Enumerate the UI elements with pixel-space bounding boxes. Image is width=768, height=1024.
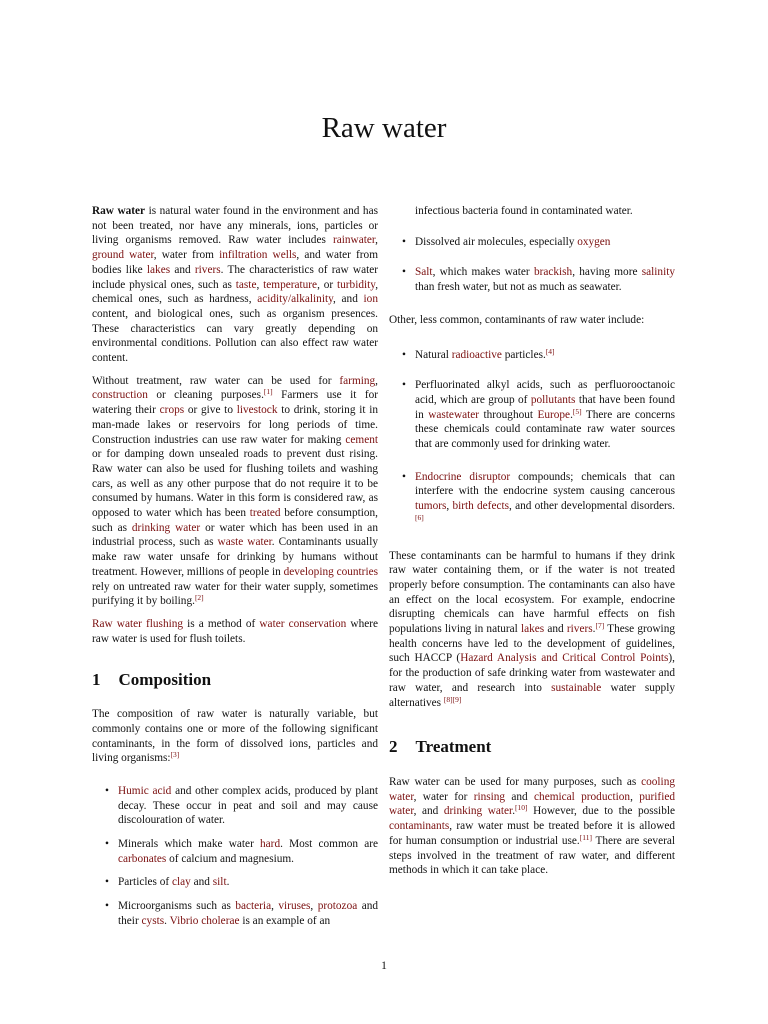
citation-4[interactable]: [4] bbox=[545, 346, 555, 356]
link-salt[interactable]: Salt bbox=[415, 266, 433, 279]
citation-2[interactable]: [2] bbox=[194, 593, 204, 603]
link-raw-water-flushing[interactable]: Raw water flushing bbox=[92, 617, 184, 630]
link-rinsing[interactable]: rinsing bbox=[473, 790, 506, 803]
link-drinking-water[interactable]: drinking water bbox=[131, 521, 201, 534]
link-birth-defects[interactable]: birth defects bbox=[452, 500, 510, 513]
link-wastewater[interactable]: wastewater bbox=[428, 408, 480, 421]
section-number: 2 bbox=[389, 737, 398, 757]
term-raw-water: Raw water bbox=[92, 205, 146, 217]
link-chemical-production[interactable]: chemical production bbox=[534, 790, 631, 803]
uses-paragraph: Without treatment, raw water can be used for farming, construction or cleaning purposes.[1] Farmers use it for watering their crops or give to livestock to drink, storing it in man-made lakes or reservoirs for long periods of time. Construction industries can use raw water for making cement or for damping down unsealed roads to prevent dust rising. Raw water can also be used for flushing toilets and washing cars, as well as any other purpose that do not require it to be consumed by humans. Water in this form is considered raw, as opposed to water which has been treated before consumption, such as drinking water or water which has been used in an industrial process, such as waste water. Contaminants usually make raw water unsafe for drinking by humans without treatment. However, millions of people in developing countries rely on untreated raw water for their water supply, sometimes purifying it by boiling.[2] bbox=[92, 374, 378, 608]
treatment-paragraph: Raw water can be used for many purposes, such as cooling water, water for rinsing and chemical production, purified water, and drinking water.[10] However, due to the possible contaminants, raw water must be treated before it is allowed for human consumption or industrial use.[11] There are several steps involved in the treatment of raw water, and different methods in which it can take place. bbox=[389, 775, 676, 877]
list-item: • Microorganisms such as bacteria, viruses, protozoa and their cysts. Vibrio cholerae is an example of an bbox=[103, 899, 378, 928]
link-clay[interactable]: clay bbox=[171, 876, 191, 889]
link-infiltration-wells[interactable]: infiltration wells bbox=[219, 249, 297, 262]
link-endocrine-disruptor[interactable]: Endocrine disruptor bbox=[415, 470, 511, 483]
composition-paragraph: The composition of raw water is naturally variable, but commonly contains one or more of the following significant contaminants, in the form of dissolved ions, particles and living organisms:[3] bbox=[92, 708, 378, 765]
list-item: • Minerals which make water hard. Most common are carbonates of calcium and magnesium. bbox=[103, 837, 378, 866]
citation-10[interactable]: [10] bbox=[515, 803, 528, 813]
list-item: • Particles of clay and silt. bbox=[103, 875, 378, 890]
link-rivers[interactable]: rivers bbox=[194, 263, 221, 276]
link-ground-water[interactable]: ground water bbox=[92, 249, 154, 262]
link-europe[interactable]: Europe bbox=[537, 408, 571, 421]
flushing-paragraph: Raw water flushing is a method of water conservation where raw water is used for flush toilets. bbox=[92, 617, 379, 645]
list-item-continuation: infectious bacteria found in contaminated water. bbox=[415, 205, 633, 217]
health-concerns-paragraph: These contaminants can be harmful to humans if they drink raw water containing them, or if the water is not treated properly before consumption. The contaminants can also have an effect on the local ecosystem. For example, endocrine disrupting chemicals can have harmful effects on fish populations living in natural lakes and rivers.[7] These growing health concerns have led to the development of guidelines, such HACCP (Hazard Analysis and Critical Control Points), for the production of safe drinking water from wastewater and raw water, and research into sustainable water supply alternatives [8][9] bbox=[389, 549, 675, 709]
section-title: Composition bbox=[118, 670, 212, 690]
link-brackish[interactable]: brackish bbox=[533, 266, 573, 279]
link-waste-water[interactable]: waste water bbox=[217, 536, 272, 549]
list-item: • Endocrine disruptor compounds; chemicals that can interfere with the endocrine system causing cancerous tumors, birth defects, and other developmental disorders.[6] bbox=[400, 470, 675, 529]
link-pollutants[interactable]: pollutants bbox=[530, 393, 576, 406]
citation-5[interactable]: [5] bbox=[572, 406, 582, 416]
link-purified-water[interactable]: purified water bbox=[389, 790, 675, 818]
link-oxygen[interactable]: oxygen bbox=[577, 235, 611, 248]
section-title: Treatment bbox=[415, 737, 492, 757]
list-item: • Salt, which makes water brackish, having more salinity than fresh water, but not as much as seawater. bbox=[400, 265, 675, 294]
citation-8[interactable]: [8] bbox=[443, 694, 453, 704]
left-column bbox=[92, 204, 378, 929]
link-lakes-2[interactable]: lakes bbox=[520, 623, 545, 636]
link-sustainable[interactable]: sustainable bbox=[551, 681, 602, 694]
list-item: • Perfluorinated alkyl acids, such as perfluorooctanoic acid, which are group of pollutants that have been found in wastewater throughout Europe.[5] There are concerns these chemicals could contaminate raw water sources that are commonly used for drinking water. bbox=[400, 378, 675, 452]
link-drinking-water-2[interactable]: drinking water bbox=[443, 805, 513, 818]
intro-paragraph: Raw water is natural water found in the environment and has not been treated, nor have any minerals, ions, particles or living organisms removed. Raw water includes rainwater, ground water, water from infiltration wells, and water from bodies like lakes and rivers. The characteristics of raw water include physical ones, such as taste, temperature, or turbidity, chemical ones, such as hardness, acidity/alkalinity, and ion content, and biological ones, such as organism presences. These characteristics can vary greatly depending on environmental conditions. Pollution can also effect raw water content. bbox=[92, 205, 379, 365]
less-common-contaminant-list bbox=[389, 348, 675, 529]
list-item: • Dissolved air molecules, especially oxygen bbox=[400, 235, 675, 250]
section-heading-composition bbox=[92, 670, 378, 690]
link-rainwater[interactable]: rainwater bbox=[332, 234, 376, 247]
contaminant-list-continued bbox=[389, 235, 675, 295]
section-number: 1 bbox=[92, 670, 101, 690]
link-livestock[interactable]: livestock bbox=[236, 404, 278, 417]
section-heading-treatment bbox=[389, 737, 675, 757]
link-developing-countries[interactable]: developing countries bbox=[283, 565, 378, 578]
link-carbonates[interactable]: carbonates bbox=[118, 852, 167, 865]
link-crops[interactable]: crops bbox=[159, 404, 185, 417]
citation-3[interactable]: [3] bbox=[170, 750, 180, 760]
link-temperature[interactable]: temperature bbox=[263, 278, 318, 291]
link-salinity[interactable]: salinity bbox=[641, 266, 675, 279]
citation-11[interactable]: [11] bbox=[579, 832, 592, 842]
link-hard[interactable]: hard bbox=[260, 838, 281, 851]
citation-9[interactable]: [9] bbox=[452, 694, 462, 704]
link-treated[interactable]: treated bbox=[249, 507, 281, 520]
link-acidity-alkalinity[interactable]: acidity/alkalinity bbox=[257, 293, 334, 306]
link-rivers-2[interactable]: rivers bbox=[566, 623, 593, 636]
link-viruses[interactable]: viruses bbox=[278, 900, 311, 913]
link-water-conservation[interactable]: water conservation bbox=[259, 617, 347, 630]
list-item: • Humic acid and other complex acids, produced by plant decay. These occur in peat and soil and may cause discolouration of water. bbox=[103, 784, 378, 828]
right-column bbox=[389, 204, 675, 886]
link-contaminants[interactable]: contaminants bbox=[389, 820, 450, 833]
other-contaminants-paragraph: Other, less common, contaminants of raw water include: bbox=[389, 313, 645, 326]
page-number: 1 bbox=[381, 960, 387, 972]
link-cysts[interactable]: cysts bbox=[141, 914, 165, 927]
link-farming[interactable]: farming bbox=[339, 374, 376, 387]
link-tumors[interactable]: tumors bbox=[415, 500, 447, 513]
link-vibrio-cholerae[interactable]: Vibrio cholerae bbox=[169, 914, 240, 927]
citation-1[interactable]: [1] bbox=[263, 387, 273, 397]
link-construction[interactable]: construction bbox=[92, 389, 148, 402]
link-haccp[interactable]: Hazard Analysis and Critical Control Points bbox=[460, 652, 669, 665]
link-cooling-water[interactable]: cooling water bbox=[389, 775, 675, 803]
link-cement[interactable]: cement bbox=[345, 433, 378, 446]
link-humic-acid[interactable]: Humic acid bbox=[118, 784, 172, 797]
link-silt[interactable]: silt bbox=[212, 876, 227, 889]
link-lakes[interactable]: lakes bbox=[146, 263, 171, 276]
citation-6[interactable]: [6] bbox=[415, 512, 424, 522]
link-radioactive[interactable]: radioactive bbox=[451, 348, 502, 361]
citation-7[interactable]: [7] bbox=[595, 621, 605, 631]
link-turbidity[interactable]: turbidity bbox=[337, 278, 376, 291]
contaminant-list bbox=[92, 784, 378, 929]
link-protozoa[interactable]: protozoa bbox=[317, 900, 358, 913]
list-item: • Natural radioactive particles.[4] bbox=[400, 348, 675, 363]
link-ion[interactable]: ion bbox=[363, 293, 378, 306]
link-taste[interactable]: taste bbox=[235, 278, 257, 291]
link-bacteria[interactable]: bacteria bbox=[235, 900, 272, 913]
document-title: Raw water bbox=[321, 112, 447, 144]
